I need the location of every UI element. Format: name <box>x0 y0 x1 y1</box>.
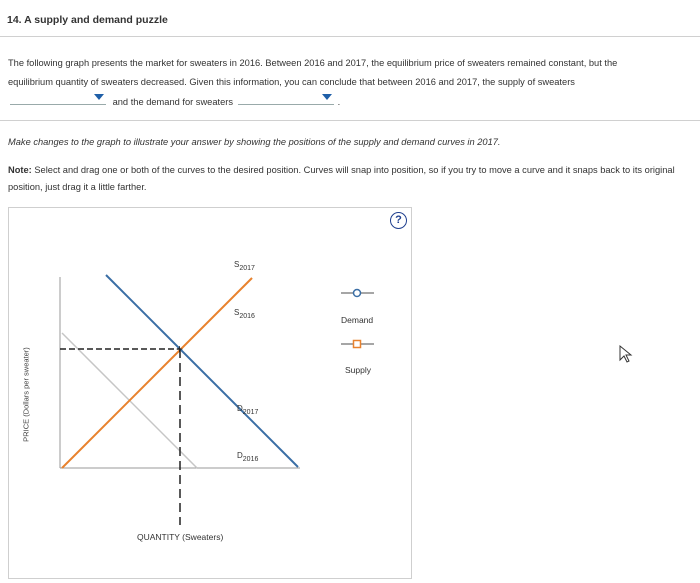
paragraph-period: . <box>337 97 341 107</box>
d2016-label <box>237 451 258 463</box>
paragraph-line-1: The following graph presents the market for sweaters in 2016. Between 2016 and 2017, the equilibrium price of sweaters remained constant, but the <box>8 58 618 68</box>
d2016-letter: D <box>237 451 243 460</box>
d2017-year: 2017 <box>242 409 259 416</box>
s2017-label <box>234 260 255 272</box>
d2016-year: 2016 <box>242 456 259 463</box>
note-label: Note: <box>8 165 32 175</box>
paragraph-line-3: and the demand for sweaters <box>112 97 234 107</box>
s2017-letter: S <box>234 260 240 269</box>
note-body: Select and drag one or both of the curves to the desired position. Curves will snap into position, so if you try to move a curve and it snaps back to its original position, just drag it a little farther. <box>8 165 675 192</box>
x-axis-label: QUANTITY (Sweaters) <box>137 532 224 542</box>
demand-legend-marker-icon[interactable] <box>354 290 361 297</box>
s2017-year: 2017 <box>239 265 255 272</box>
supply-legend-label: Supply <box>345 365 371 375</box>
supply-2016-curve[interactable] <box>62 278 252 468</box>
help-icon[interactable]: ? <box>390 212 407 229</box>
y-axis-label: PRICE (Dollars per sweater) <box>21 347 31 442</box>
supply-legend-marker-icon[interactable] <box>354 341 361 348</box>
instruction-text: Make changes to the graph to illustrate your answer by showing the positions of the supply and demand curves in 2017. <box>8 137 501 147</box>
s2016-year: 2016 <box>239 313 255 320</box>
demand-legend-label: Demand <box>341 315 374 325</box>
question-title: 14. A supply and demand puzzle <box>7 14 168 26</box>
equilibrium-point-icon: + <box>176 342 184 356</box>
s2016-label <box>234 308 255 320</box>
d2017-letter: D <box>237 404 243 413</box>
paragraph-line-2: equilibrium quantity of sweaters decreased. Given this information, you can conclude that between 2016 and 2017, the supply of sweaters <box>8 77 575 87</box>
s2016-letter: S <box>234 308 240 317</box>
cursor-icon <box>620 346 631 362</box>
d2017-label <box>237 404 258 416</box>
demand-2016-curve[interactable] <box>106 275 298 467</box>
